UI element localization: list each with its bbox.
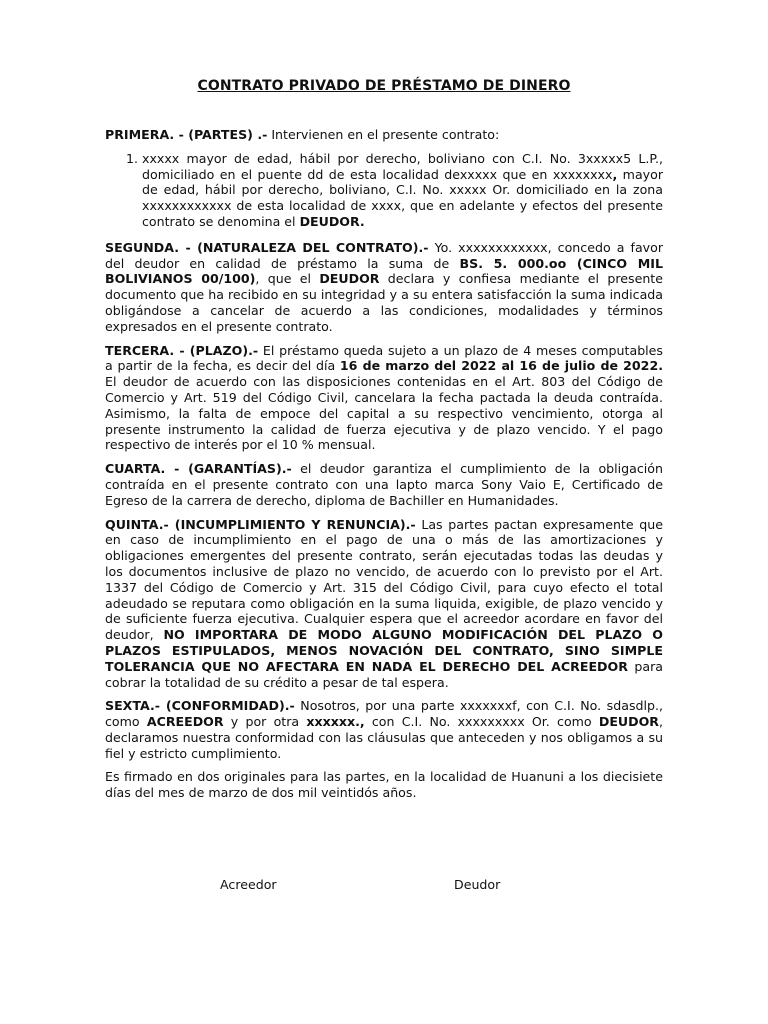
- clause-text: Las partes pactan expresamente que en caso de incumplimiento en el pago de una o más de las amortizaciones y obligaciones emergentes del presente contrato, serán ejecutadas todas las deudas y los documentos inclusive de plazo no vencido, de acuerdo con lo previsto por el Art. 1337 del Código de Comercio y Art. 315 del Código Civil, para cuyo efecto el total adeudado se reputara como obligación en la suma liquida, exigible, de plazo vencido y de suficiente fuerza ejecutiva. Cualquier espera que el acreedor acordare en favor del deudor,: [105, 516, 663, 643]
- clause-bold: xxxxxx.,: [306, 714, 365, 730]
- clause-heading: SEXTA.- (CONFORMIDAD).-: [105, 698, 295, 714]
- clause-text: Intervienen en el presente contrato:: [267, 127, 500, 142]
- clause-bold: DEUDOR.: [299, 213, 365, 229]
- clause-bold: DEUDOR: [319, 271, 380, 287]
- signature-acreedor: Acreedor: [220, 877, 277, 892]
- clause-heading: SEGUNDA. - (NATURALEZA DEL CONTRATO).-: [105, 239, 429, 255]
- clause-bold: DEUDOR: [598, 714, 659, 730]
- clause-primera: [105, 127, 663, 143]
- clause-text: Nosotros, por una parte xxxxxxxf, con C.I. No. sdasdlp., como: [105, 698, 663, 730]
- closing-paragraph: Es firmado en dos originales para las partes, en la localidad de Huanuni a los diecisiete días del mes de marzo de dos mil veintidós años.: [105, 769, 663, 801]
- document-body: [105, 127, 663, 809]
- clause-bold: NO IMPORTARA DE MODO ALGUNO MODIFICACIÓN DEL PLAZO O PLAZOS ESTIPULADOS, MENOS NOVACIÓN DEL CONTRATO, SINO SIMPLE TOLERANCIA QUE NO AFECTARA EN NADA EL DERECHO DEL ACREEDOR: [105, 627, 664, 674]
- clause-heading: QUINTA.- (INCUMPLIMIENTO Y RENUNCIA).-: [105, 516, 416, 532]
- clause-text: , que el: [255, 271, 320, 287]
- list-item: [142, 151, 663, 230]
- clause-bold: ACREEDOR: [146, 714, 224, 730]
- clause-bold: 16 de marzo del 2022 al 16 de julio de 2022.: [339, 358, 663, 374]
- clause-quinta: [105, 517, 663, 691]
- clause-cuarta: [105, 461, 663, 508]
- clause-text: xxxxx mayor de edad, hábil por derecho, boliviano con C.I. No. 3xxxxx5 L.P., domiciliado en el puente dd de esta localidad dexxxxx que en xxxxxxxx: [142, 150, 663, 182]
- clause-text: el deudor garantiza el cumplimiento de la obligación contraída en el presente contrato con una lapto marca Sony Vaio E, Certificado de Egreso de la carrera de derecho, diploma de Bachiller en Humanidades.: [105, 461, 663, 508]
- clause-text: con C.I. No. xxxxxxxxx Or. como: [364, 714, 599, 730]
- clause-heading: PRIMERA. - (PARTES) .-: [105, 127, 268, 142]
- clause-sexta: [105, 698, 663, 761]
- signature-deudor: Deudor: [454, 877, 501, 892]
- clause-bold: BS. 5. 000.oo (CINCO MIL BOLIVIANOS 00/100): [105, 255, 663, 287]
- clause-text: mayor de edad, hábil por derecho, boliviano, C.I. No. xxxxx Or. domiciliado en la zona xxxxxxxxxxxx de esta localidad de xxxx, que en adelante y efectos del presente contrato se denomina el: [142, 166, 663, 229]
- clause-text: y por otra: [223, 714, 307, 730]
- clause-text: El deudor de acuerdo con las disposiciones contenidas en el Art. 803 del Código de Comercio y Art. 519 del Código Civil, cancelara la fecha pactada la deuda contraída. Asimismo, la falta de empoce del capital a su respectivo vencimiento, otorga al presente instrumento la calidad de fuerza ejecutiva y de plazo vencido. Y el pago respectivo de interés por el 10 % mensual.: [105, 374, 663, 453]
- clause-heading: TERCERA. - (PLAZO).-: [105, 342, 259, 358]
- clause-text: El préstamo queda sujeto a un plazo de 4 meses computables a partir de la fecha, es decir del día: [105, 342, 663, 374]
- clause-segunda: [105, 240, 663, 335]
- clause-text: Yo. xxxxxxxxxxxx, concedo a favor del deudor en calidad de préstamo la suma de: [105, 239, 663, 271]
- clause-text: para cobrar la totalidad de su crédito a pesar de tal espera.: [105, 658, 663, 690]
- clause-heading: CUARTA. - (GARANTÍAS).-: [105, 461, 292, 477]
- clause-tercera: [105, 343, 663, 454]
- parties-list: [105, 151, 663, 230]
- document-title: CONTRATO PRIVADO DE PRÉSTAMO DE DINERO: [197, 78, 571, 94]
- clause-bold: ,: [612, 166, 618, 182]
- clause-text: , declaramos nuestra conformidad con las cláusulas que anteceden y nos obligamos a su fiel y estricto cumplimiento.: [105, 714, 664, 761]
- clause-text: declara y confiesa mediante el presente documento que ha recibido en su integridad y a su entera satisfacción la suma indicada obligándose a cancelar de acuerdo a las condiciones, modalidades y términos expresados en el presente contrato.: [105, 271, 663, 334]
